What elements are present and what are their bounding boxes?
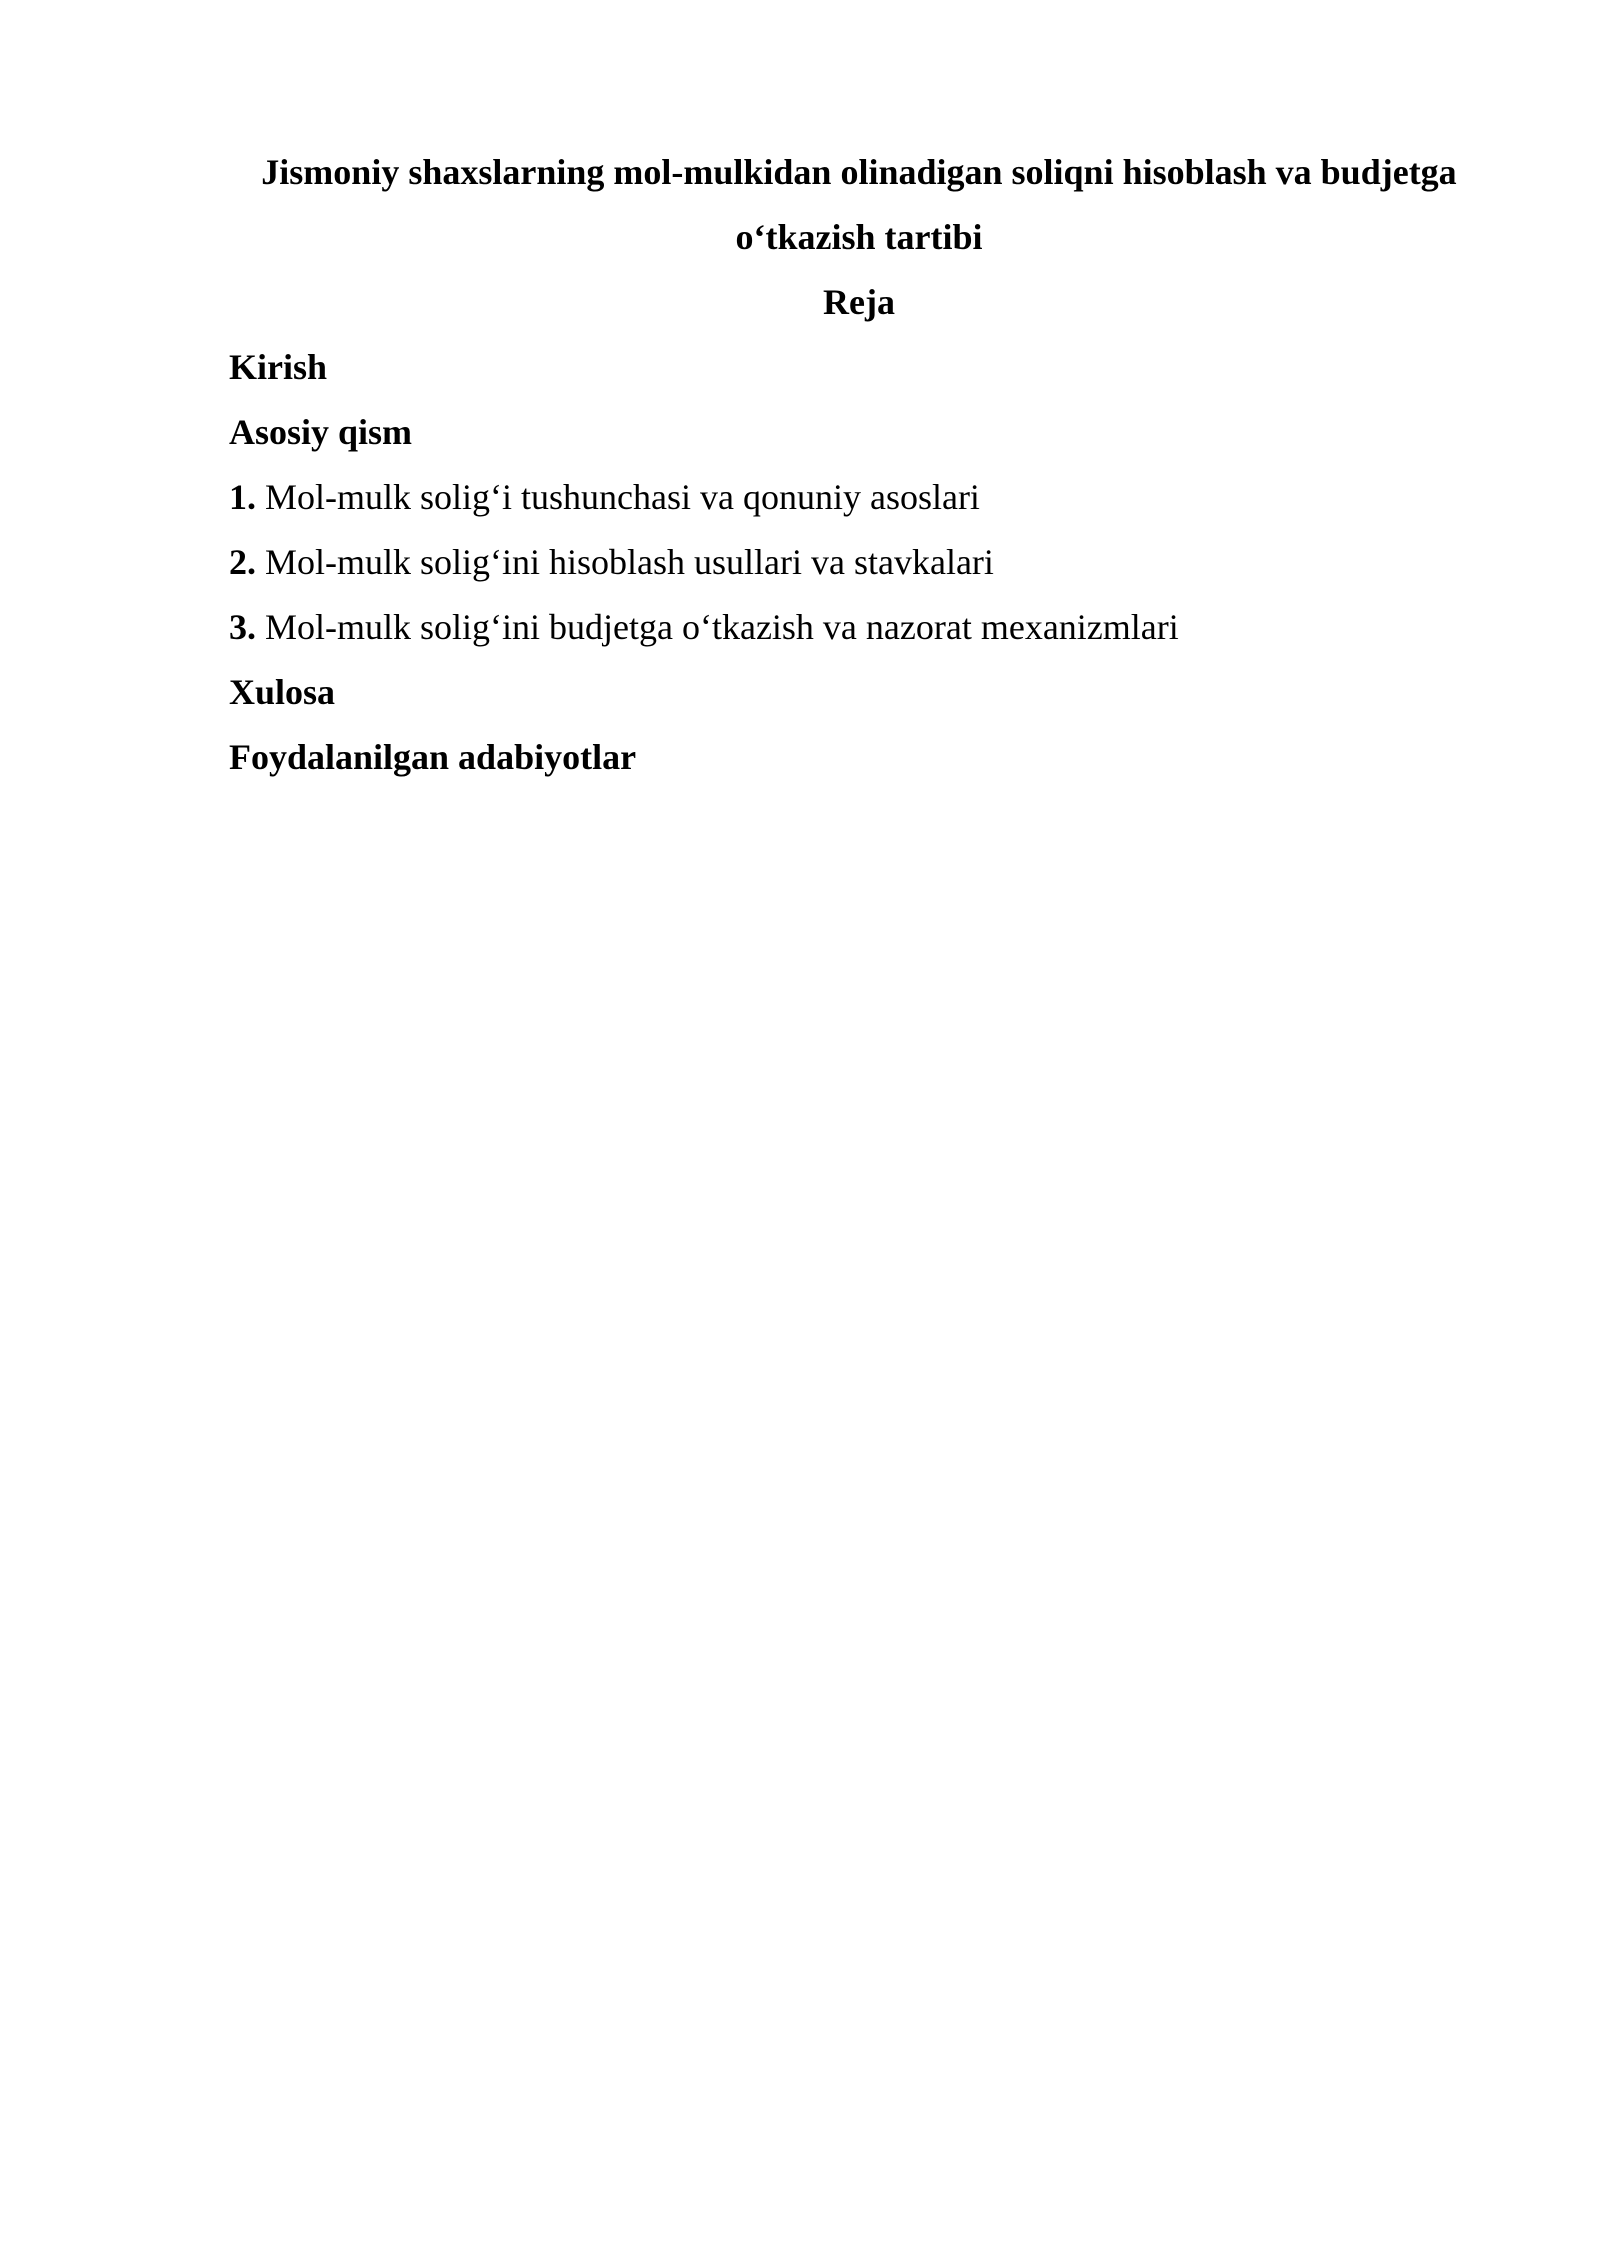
- plan-item-number: 1.: [229, 477, 256, 517]
- plan-item-number: 2.: [229, 542, 256, 582]
- document-title-line-1: Jismoniy shaxslarning mol-mulkidan olinadigan soliqni hisoblash va budjetga: [261, 152, 1457, 192]
- section-main-part: Asosiy qism: [229, 412, 413, 452]
- plan-item-number: 3.: [229, 607, 256, 647]
- plan-item-text: Mol-mulk solig‘ini budjetga o‘tkazish va nazorat mexanizmlari: [256, 607, 1179, 647]
- document-title: [229, 140, 1489, 270]
- plan-item-1: [229, 465, 1489, 530]
- plan-item-text: Mol-mulk solig‘ini hisoblash usullari va stavkalari: [256, 542, 994, 582]
- plan-item-2: [229, 530, 1489, 595]
- section-conclusion: Xulosa: [229, 672, 336, 712]
- document-title-line-2: o‘tkazish tartibi: [735, 217, 983, 257]
- plan-item-text: Mol-mulk solig‘i tushunchasi va qonuniy asoslari: [256, 477, 980, 517]
- plan-item-3: [229, 595, 1489, 660]
- section-intro: Kirish: [229, 347, 328, 387]
- section-references: Foydalanilgan adabiyotlar: [229, 737, 637, 777]
- document-content: [229, 140, 1489, 790]
- plan-heading: Reja: [823, 282, 895, 322]
